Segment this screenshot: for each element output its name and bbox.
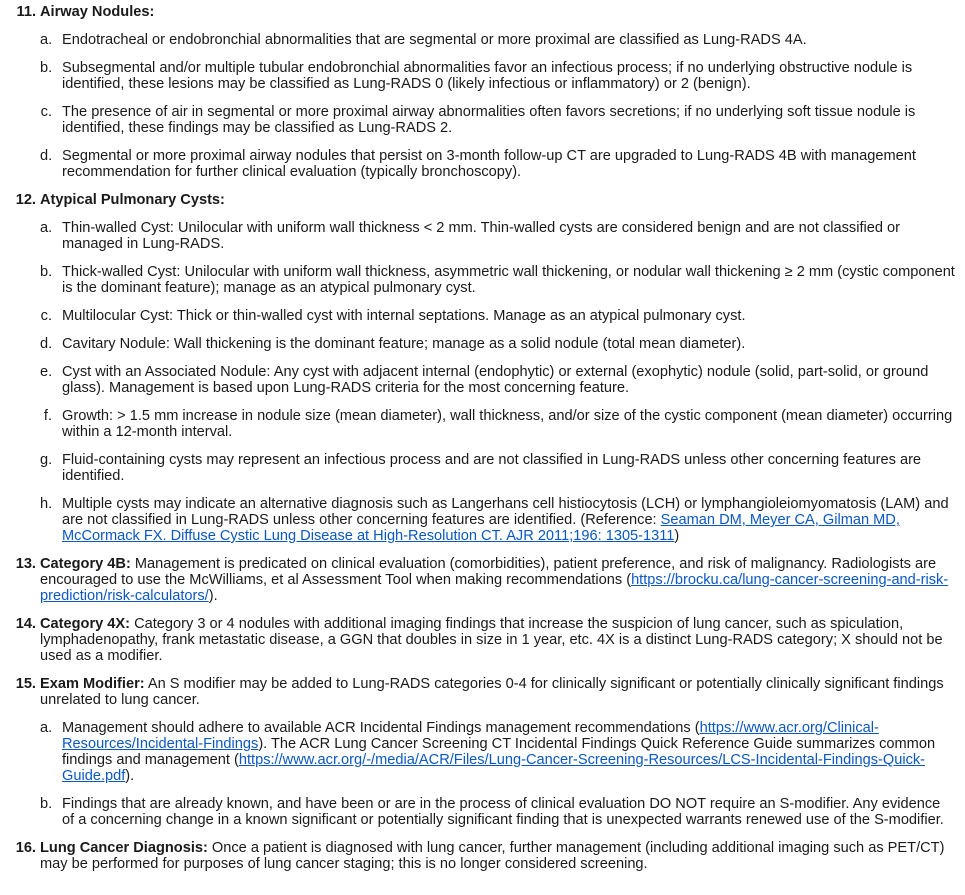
item-11-airway-nodules [0,4,965,180]
sub-list [40,720,955,828]
item-14-category-4x [0,616,965,664]
item-number: 14. [15,616,36,632]
sub-letter: d. [40,148,53,164]
item-text: ). [208,588,218,604]
sub-item [40,220,955,252]
sub-item [40,496,955,544]
item-number: 12. [15,192,36,208]
item-number: 13. [15,556,36,572]
sub-letter: b. [40,796,53,812]
sub-letter: b. [40,60,53,76]
sub-item [40,364,955,396]
sub-item [40,148,955,180]
sub-letter: a. [40,32,53,48]
sub-letter: a. [40,220,53,236]
sub-text: ). The ACR Lung Cancer Screening CT Incidental Findings Quick Reference Guide summarizes common findings and management ( [62,736,936,768]
reference-link-seaman[interactable]: Seaman DM, Meyer CA, Gilman MD, McCormack FX. Diffuse Cystic Lung Disease at High-Resolution CT. AJR 2011;196: 1305-1311 [62,512,900,544]
item-heading: Lung Cancer Diagnosis: [40,840,208,856]
sub-letter: d. [40,336,53,352]
sub-item [40,796,955,828]
sub-text: Subsegmental and/or multiple tubular endobronchial abnormalities favor an infectious process; if no underlying obstructive nodule is identified, these lesions may be classified as Lung-RADS 0 (likely infectious or inflammatory) or 2 (benign). [62,60,913,92]
sub-text: Thin-walled Cyst: Unilocular with uniform wall thickness < 2 mm. Thin-walled cysts are considered benign and are not classified or managed in Lung-RADS. [62,220,901,252]
sub-list [40,220,955,544]
sub-text: Cavitary Nodule: Wall thickening is the dominant feature; manage as a solid nodule (total mean diameter). [62,336,746,352]
sub-text: Management should adhere to available ACR Incidental Findings management recommendations ( [62,720,700,736]
sub-text: ) [674,528,680,544]
sub-text: Multilocular Cyst: Thick or thin-walled cyst with internal septations. Manage as an atypical pulmonary cyst. [62,308,746,324]
item-heading: Atypical Pulmonary Cysts: [40,192,225,208]
sub-text: ). [125,768,135,784]
item-number: 16. [15,840,36,856]
sub-item [40,720,955,784]
sub-item [40,104,955,136]
item-text: An S modifier may be added to Lung-RADS categories 0-4 for clinically significant or potentially clinically significant findings unrelated to lung cancer. [40,676,944,708]
item-text: Management is predicated on clinical evaluation (comorbidities), patient preference, and risk of malignancy. Radiologists are encouraged to use the McWilliams, et al Assessment Tool when making recommendations ( [40,556,937,588]
item-13-category-4b [0,556,965,604]
item-heading: Category 4X: [40,616,131,632]
item-number: 15. [15,676,36,692]
item-15-exam-modifier [0,676,965,828]
item-text: Once a patient is diagnosed with lung cancer, further management (including additional imaging such as PET/CT) may be performed for purposes of lung cancer staging; this is no longer considered screening. [40,840,945,872]
acr-quick-guide-pdf-link[interactable]: https://www.acr.org/-/media/ACR/Files/Lung-Cancer-Screening-Resources/LCS-Incidental-Findings-Quick-Guide.pdf [62,752,926,784]
sub-text: Thick-walled Cyst: Unilocular with uniform wall thickness, asymmetric wall thickening, or nodular wall thickening ≥ 2 mm (cystic component is the dominant feature); manage as an atypical pulmonary cyst. [62,264,955,296]
sub-letter: e. [40,364,53,380]
sub-text: Cyst with an Associated Nodule: Any cyst with adjacent internal (endophytic) or external (exophytic) nodule (solid, part-solid, or ground glass). Management is based upon Lung-RADS criteria for the most concerning feature. [62,364,929,396]
brocku-risk-calculator-link[interactable]: https://brocku.ca/lung-cancer-screening-and-risk-prediction/risk-calculators/ [40,572,949,604]
sub-item [40,264,955,296]
sub-text: Findings that are already known, and have been or are in the process of clinical evaluation DO NOT require an S-modifier. Any evidence of a concerning change in a known significant or potentially significant finding that is unexpected warrants renewed use of the S-modifier. [62,796,944,828]
sub-text: Segmental or more proximal airway nodules that persist on 3-month follow-up CT are upgraded to Lung-RADS 4B with management recommendation for further clinical evaluation (typically bronchoscopy). [62,148,916,180]
item-text: Category 3 or 4 nodules with additional imaging findings that increase the suspicion of lung cancer, such as spiculation, lymphadenopathy, frank metastatic disease, a GGN that doubles in size in 1 year, etc. 4X is a distinct Lung-RADS category; X should not be used as a modifier. [40,616,943,664]
sub-text: Fluid-containing cysts may represent an infectious process and are not classified in Lung-RADS unless other concerning features are identified. [62,452,922,484]
item-12-atypical-pulmonary-cysts [0,192,965,544]
item-heading: Exam Modifier: [40,676,145,692]
sub-letter: b. [40,264,53,280]
sub-text: Endotracheal or endobronchial abnormalities that are segmental or more proximal are classified as Lung-RADS 4A. [62,32,807,48]
sub-text: Growth: > 1.5 mm increase in nodule size (mean diameter), wall thickness, and/or size of the cystic component (mean diameter) occurring within a 12-month interval. [62,408,953,440]
sub-letter: g. [40,452,53,468]
item-number: 11. [16,4,36,20]
sub-letter: c. [40,308,52,324]
item-16-lung-cancer-diagnosis [0,840,965,872]
item-heading: Category 4B: [40,556,131,572]
sub-item [40,336,955,352]
acr-incidental-findings-link[interactable]: https://www.acr.org/Clinical-Resources/Incidental-Findings [62,720,879,752]
sub-text: Multiple cysts may indicate an alternative diagnosis such as Langerhans cell histiocytosis (LCH) or lymphangioleiomyomatosis (LAM) and are not classified in Lung-RADS unless other concerning features are identified. (Reference: [62,496,949,528]
sub-item [40,32,955,48]
sub-item [40,452,955,484]
sub-letter: c. [40,104,52,120]
sub-letter: a. [40,720,53,736]
sub-list [40,32,955,180]
item-heading: Airway Nodules: [40,4,155,20]
sub-item [40,408,955,440]
sub-letter: f. [43,408,52,424]
sub-text: The presence of air in segmental or more proximal airway abnormalities often favors secretions; if no underlying soft tissue nodule is identified, these findings may be classified as Lung-RADS 2. [62,104,916,136]
sub-letter: h. [40,496,53,512]
sub-item [40,308,955,324]
sub-item [40,60,955,92]
